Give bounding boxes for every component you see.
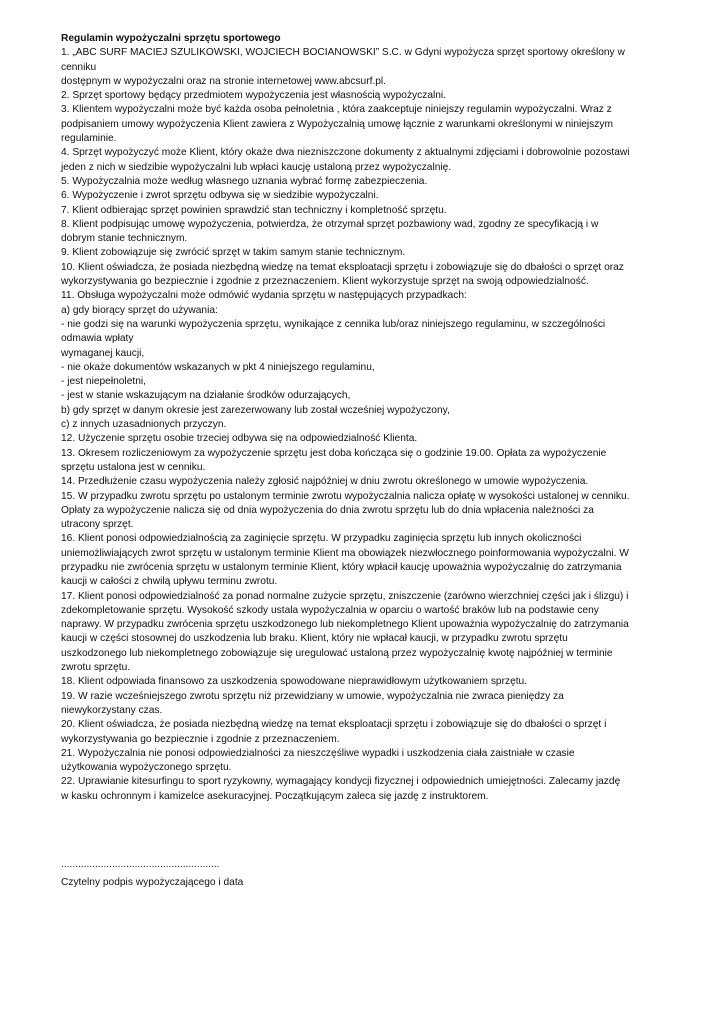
regulation-line: wykorzystywania go bezpiecznie i zgodnie z przeznaczeniem. Klient wykorzystuje sprzęt na swoją odpowiedzialność. [61, 276, 589, 288]
regulation-line: cenniku [61, 61, 97, 73]
regulation-line: c) z innych uzasadnionych przyczyn. [61, 419, 227, 431]
regulation-line: 19. W razie wcześniejszego zwrotu sprzętu niż przewidziany w umowie, wypożyczalnia nie zwraca pieniędzy za [61, 690, 564, 702]
regulations-text [61, 46, 681, 804]
regulation-line: - jest w stanie wskazującym na działanie środków odurzających, [61, 390, 351, 402]
regulation-line: 22. Uprawianie kitesurfingu to sport ryzykowny, wymagający kondycji fizycznej i odpowiednich umiejętności. Zalecamy jazdę [61, 776, 621, 788]
regulation-line: jeden z nich w siedzibie wypożyczalni lub wpłaci kaucję ustaloną przez wypożyczalnię. [61, 161, 452, 173]
regulation-line: 2. Sprzęt sportowy będący przedmiotem wypożyczenia jest własnością wypożyczalni. [61, 90, 447, 102]
regulation-line: 4. Sprzęt wypożyczyć może Klient, który okaże dwa niezniszczone dokumenty z aktualnymi zdjęciami i dobrowolnie pozostawi [61, 147, 630, 159]
regulation-line: regulaminie. [61, 133, 117, 145]
regulation-line: kaucji w całości z chwilą upływu terminu zwrotu. [61, 576, 278, 588]
regulation-line: przypadku nie zwrócenia sprzętu w ustalonym terminie Klient, który wpłacił kaucję upoważnia wypożyczalnię do zatrzymania [61, 561, 622, 573]
regulation-line: dostępnym w wypożyczalni oraz na stronie internetowej www.abcsurf.pl. [61, 75, 387, 87]
regulation-line: 15. W przypadku zwrotu sprzętu po ustalonym terminie zwrotu wypożyczalnia nalicza opłatę w wysokości ustalonej w cenniku. [61, 490, 630, 502]
regulation-line: 6. Wypożyczenie i zwrot sprzętu odbywa się w siedzibie wypożyczalni. [61, 190, 379, 202]
regulation-line: 17. Klient ponosi odpowiedzialność za ponad normalne zużycie sprzętu, zniszczenie (zarówno wierzchniej części jak i ślizgu) i [61, 590, 629, 602]
regulation-line: b) gdy sprzęt w danym okresie jest zarezerwowany lub został wcześniej wypożyczony, [61, 404, 450, 416]
regulation-line: odmawia wpłaty [61, 333, 134, 345]
regulation-line: wymaganej kaucji, [61, 347, 145, 359]
regulation-line: 8. Klient podpisując umowę wypożyczenia, potwierdza, że otrzymał sprzęt pozbawiony wad, zgodny ze specyfikacją i w [61, 218, 599, 230]
regulation-line: 7. Klient odbierając sprzęt powinien sprawdzić stan techniczny i kompletność sprzętu. [61, 204, 447, 216]
regulation-line: - nie okaże dokumentów wskazanych w pkt 4 niniejszego regulaminu, [61, 361, 375, 373]
regulation-line: 18. Klient odpowiada finansowo za uszkodzenia spowodowane nieprawidłowym użytkowaniem sprzętu. [61, 676, 528, 688]
document-title: Regulamin wypożyczalni sprzętu sportowego [61, 33, 281, 44]
regulation-line: kaucji w części stosownej do uszkodzenia lub braku. Klient, który nie wpłacał kaucji, w przypadku zwrotu sprzętu [61, 633, 568, 645]
regulation-line: Opłaty za wypożyczenie nalicza się od dnia wypożyczenia do dnia zwrotu sprzętu lub do dnia wpłacenia należności za [61, 504, 594, 516]
signature-line: ........................................................ [61, 859, 220, 870]
regulation-line: 9. Klient zobowiązuje się zwrócić sprzęt w takim samym stanie technicznym. [61, 247, 406, 259]
regulation-line: wykorzystywania go bezpiecznie i zgodnie z przeznaczeniem. [61, 733, 340, 745]
regulation-line: - nie godzi się na warunki wypożyczenia sprzętu, wynikające z cennika lub/oraz niniejszego regulaminu, w szczególności [61, 318, 606, 330]
regulation-line: zwrotu sprzętu. [61, 662, 131, 674]
regulation-line: 3. Klientem wypożyczalni może być każda osoba pełnoletnia , która zaakceptuje niniejszy regulamin wypożyczalni. Wraz z [61, 104, 612, 116]
regulation-line: uniemożliwiających zwrot sprzętu w ustalonym terminie Klient ma obowiązek niezwłocznego poinformowania wypożyczalni. W [61, 547, 629, 559]
regulation-line: dobrym stanie technicznym. [61, 233, 188, 245]
regulation-line: 10. Klient oświadcza, że posiada niezbędną wiedzę na temat eksploatacji sprzętu i zobowiązuje się do dbałości o sprzęt oraz [61, 261, 624, 273]
signature-caption: Czytelny podpis wypożyczającego i data [61, 877, 244, 889]
regulation-line: utracony sprzęt. [61, 519, 134, 531]
regulation-line: podpisaniem umowy wypożyczenia Klient zawiera z Wypożyczalnią umowę łącznie z warunkami określonymi w niniejszym [61, 118, 613, 130]
regulation-line: 13. Okresem rozliczeniowym za wypożyczenie sprzętu jest doba kończąca się o godzinie 19.00. Opłata za wypożyczenie [61, 447, 607, 459]
regulation-line: sprzętu ustalona jest w cenniku. [61, 461, 206, 473]
regulation-line: 20. Klient oświadcza, że posiada niezbędną wiedzę na temat eksploatacji sprzętu i zobowiązuje się do dbałości o sprzęt i [61, 719, 607, 731]
regulation-line: 1. „ABC SURF MACIEJ SZULIKOWSKI, WOJCIECH BOCIANOWSKI” S.C. w Gdyni wypożycza sprzęt sportowy określony w [61, 47, 625, 59]
regulation-line: w kasku ochronnym i kamizelce asekuracyjnej. Początkującym zaleca się jazdę z instruktorem. [61, 790, 489, 802]
regulation-line: 21. Wypożyczalnia nie ponosi odpowiedzialności za nieszczęśliwe wypadki i uszkodzenia ciała zaistniałe w czasie [61, 747, 575, 759]
regulation-line: użytkowania wypożyczonego sprzętu. [61, 762, 232, 774]
regulation-line: 11. Obsługa wypożyczalni może odmówić wydania sprzętu w następujących przypadkach: [61, 290, 467, 302]
regulations-body [61, 32, 681, 804]
regulation-line: niewykorzystany czas. [61, 704, 163, 716]
regulation-line: a) gdy biorący sprzęt do używania: [61, 304, 218, 316]
regulation-line: 5. Wypożyczalnia może według własnego uznania wybrać formę zabezpieczenia. [61, 175, 428, 187]
regulation-line: 16. Klient ponosi odpowiedzialnością za zaginięcie sprzętu. W przypadku zaginięcia sprzętu lub innych okoliczności [61, 533, 582, 545]
regulation-line: zdekompletowanie sprzętu. Wysokość szkody ustala wypożyczalnia w oparciu o wartość braków lub na podstawie ceny [61, 604, 599, 616]
regulation-line: uszkodzonego lub niekompletnego zobowiązuje się uregulować ustaloną przez wypożyczalnię kwotę najpóźniej w terminie [61, 647, 613, 659]
regulation-line: 12. Użyczenie sprzętu osobie trzeciej odbywa się na odpowiedzialność Klienta. [61, 433, 418, 445]
regulation-line: - jest niepełnoletni, [61, 376, 146, 388]
signature-block [61, 858, 361, 891]
regulation-line: 14. Przedłużenie czasu wypożyczenia należy zgłosić najpóźniej w dniu zwrotu określonego w umowie wypożyczenia. [61, 476, 589, 488]
regulation-line: naprawy. W przypadku zwrócenia sprzętu uszkodzonego lub niekompletnego Klient upoważnia wypożyczalnię do zatrzymania [61, 619, 629, 631]
